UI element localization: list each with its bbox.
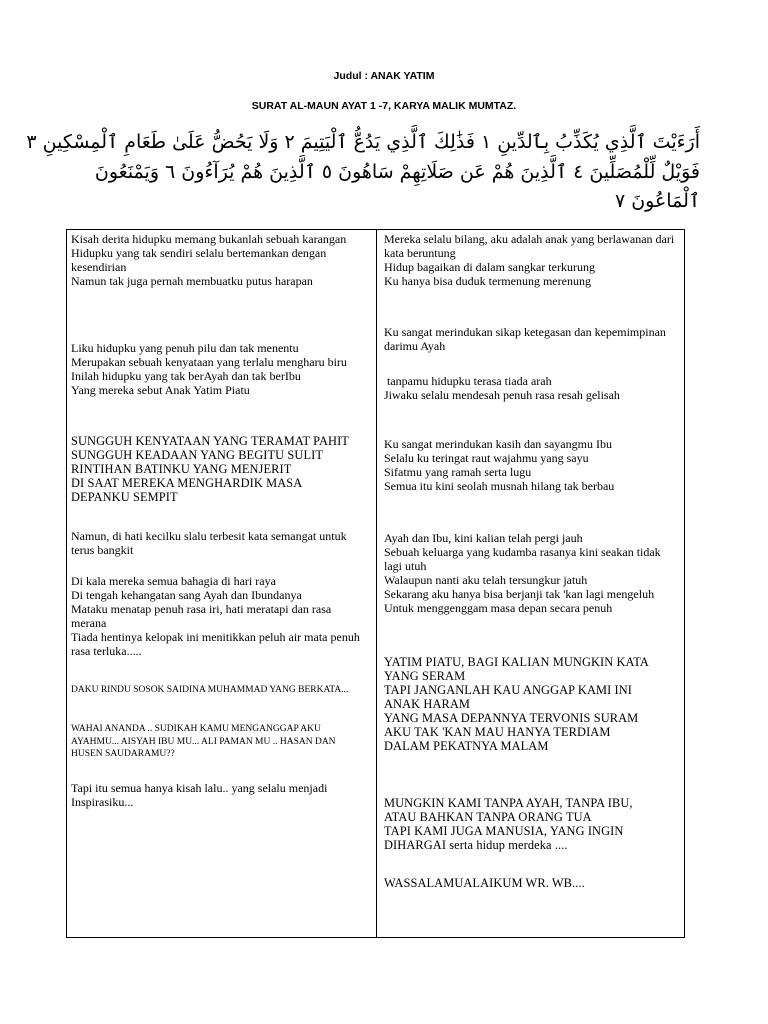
poem-line: Namun tak juga pernah membuatku putus harapan [71, 274, 313, 288]
left-stanza-2 [71, 341, 355, 397]
right-stanza-8 [384, 876, 680, 890]
poem-line: DALAM PEKATNYA MALAM [384, 739, 549, 753]
poem-line: Hidupku yang tak sendiri selalu bertemankan dengan kesendirian [71, 246, 327, 274]
poem-line: AKU TAK 'KAN MAU HANYA TERDIAM [384, 725, 611, 739]
poem-line: SUNGGUH KEADAAN YANG BEGITU SULIT [71, 448, 324, 462]
poem-line: Liku hidupku yang penuh pilu dan tak menentu [71, 341, 299, 355]
right-stanza-7 [384, 796, 680, 852]
poem-line: WAHAI ANANDA .. SUDIKAH KAMU MENGANGGAP AKU AYAHMU... AISYAH IBU MU... ALI PAMAN MU .. HASAN DAN HUSEN SAUDARAMU?? [71, 724, 336, 759]
poem-line: Mereka selalu bilang, aku adalah anak yang berlawanan dari kata beruntung [384, 232, 675, 260]
poem-line: DIHARGAI serta hidup merdeka .... [384, 838, 568, 852]
poem-line: RINTIHAN BATINKU YANG MENJERIT [71, 462, 292, 476]
poem-line: Yang mereka sebut Anak Yatim Piatu [71, 383, 250, 397]
right-stanza-5 [384, 531, 680, 615]
left-stanza-4 [71, 574, 361, 658]
poem-line: SUNGGUH KENYATAAN YANG TERAMAT PAHIT [71, 434, 349, 448]
poem-line: YATIM PIATU, BAGI KALIAN MUNGKIN KATA YANG SERAM [384, 655, 649, 683]
right-stanza-2 [384, 325, 674, 353]
poem-line: TAPI JANGANLAH KAU ANGGAP KAMI INI ANAK HARAM [384, 683, 633, 711]
poem-line: Merupakan sebuah kenyataan yang terlalu mengharu biru [71, 355, 347, 369]
poem-line: DI SAAT MEREKA MENGHARDIK MASA DEPANKU SEMPIT [71, 476, 302, 504]
right-stanza-6 [384, 655, 654, 753]
poem-line: Mataku menatap penuh rasa iri, hati meratapi dan rasa merana [71, 602, 332, 630]
left-stanza-3b [71, 529, 367, 557]
right-stanza-4 [384, 437, 680, 493]
poem-line: Ku sangat merindukan kasih dan sayangmu Ibu [384, 437, 612, 451]
poem-line: Sekarang aku hanya bisa berjanji tak 'kan lagi mengeluh [384, 587, 655, 601]
poem-line: TAPI KAMI JUGA MANUSIA, YANG INGIN [384, 824, 624, 838]
poem-line: Hidup bagaikan di dalam sangkar terkurung [384, 260, 595, 274]
poem-line: Di kala mereka semua bahagia di hari raya [71, 574, 276, 588]
right-stanza-1 [384, 232, 680, 288]
arabic-verse-line-1: أَرَءَيْتَ ٱلَّذِي يُكَذِّبُ بِٱلدِّينِ ١ فَذَٰلِكَ ٱلَّذِي يَدُعُّ ٱلْيَتِيمَ ٢ وَلَا يَحُضُّ عَلَىٰ طَعَامِ ٱلْمِسْكِينِ ٣ [26, 131, 700, 153]
poem-line: Jiwaku selalu mendesah penuh rasa resah gelisah [384, 388, 620, 402]
poem-line: Untuk menggenggam masa depan secara penuh [384, 601, 613, 615]
poem-line: Inilah hidupku yang tak berAyah dan tak berIbu [71, 369, 301, 383]
poem-line: Ku sangat merindukan sikap ketegasan dan kepemimpinan darimu Ayah [384, 325, 666, 353]
poem-line: Sifatmu yang ramah serta lugu [384, 465, 532, 479]
poem-line: Walaupun nanti aku telah tersungkur jatuh [384, 573, 588, 587]
poem-line: DAKU RINDU SOSOK SAIDINA MUHAMMAD YANG BERKATA... [71, 685, 349, 695]
poem-line: Namun, di hati kecilku slalu terbesit kata semangat untuk terus bangkit [71, 529, 347, 557]
poem-line: WASSALAMUALAIKUM WR. WB.... [384, 876, 585, 890]
left-stanza-1 [71, 232, 367, 288]
left-stanza-7 [71, 781, 346, 809]
poem-line: Tapi itu semua hanya kisah lalu.. yang selalu menjadi Inspirasiku... [71, 781, 328, 809]
arabic-verse-line-3: ٱلْمَاعُونَ ٧ [614, 190, 700, 212]
poem-line: Di tengah kehangatan sang Ayah dan Ibundanya [71, 588, 302, 602]
column-divider [376, 230, 377, 937]
poem-line: Ayah dan Ibu, kini kalian telah pergi jauh [384, 531, 583, 545]
document-subtitle: SURAT AL-MAUN AYAT 1 -7, KARYA MALIK MUMTAZ. [251, 100, 517, 112]
poem-line: Selalu ku teringat raut wajahmu yang sayu [384, 451, 589, 465]
poem-line: Sebuah keluarga yang kudamba rasanya kini seakan tidak lagi utuh [384, 545, 661, 573]
document-title: Judul : ANAK YATIM [333, 70, 435, 82]
poem-line: YANG MASA DEPANNYA TERVONIS SURAM [384, 711, 639, 725]
arabic-verse-line-2: فَوَيْلٌ لِّلْمُصَلِّينَ ٤ ٱلَّذِينَ هُمْ عَن صَلَاتِهِمْ سَاهُونَ ٥ ٱلَّذِينَ هُمْ يُرَآءُونَ ٦ وَيَمْنَعُونَ [94, 161, 700, 183]
poem-table [66, 229, 685, 938]
poem-line: Tiada hentinya kelopak ini menitikkan peluh air mata penuh rasa terluka..... [71, 630, 360, 658]
left-stanza-3 [71, 434, 367, 504]
poem-line: MUNGKIN KAMI TANPA AYAH, TANPA IBU, [384, 796, 633, 810]
left-stanza-6 [71, 723, 361, 761]
left-stanza-5 [71, 684, 356, 697]
poem-line: Kisah derita hidupku memang bukanlah sebuah karangan [71, 232, 347, 246]
right-stanza-3 [384, 374, 680, 402]
poem-line: Ku hanya bisa duduk termenung merenung [384, 274, 591, 288]
poem-line: Semua itu kini seolah musnah hilang tak berbau [384, 479, 615, 493]
poem-line: ATAU BAHKAN TANPA ORANG TUA [384, 810, 592, 824]
poem-line: tanpamu hidupku terasa tiada arah [384, 374, 552, 388]
